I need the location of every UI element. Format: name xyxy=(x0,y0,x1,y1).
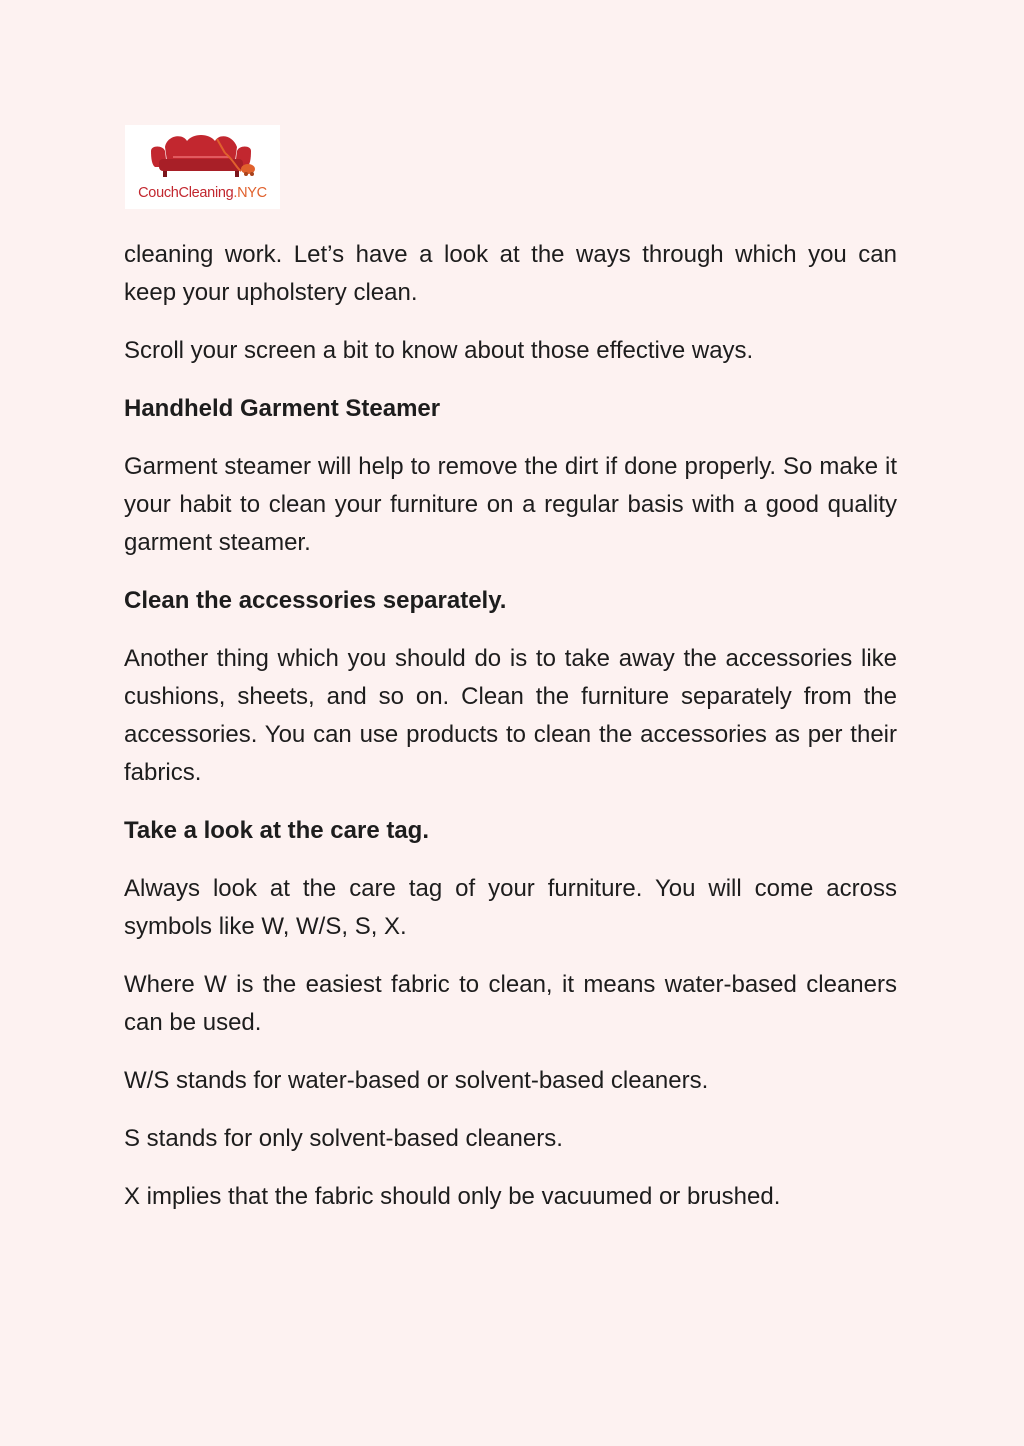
accessories-paragraph: Another thing which you should do is to take away the accessories like cushions, sheets, and so on. Clean the furniture separately from the accessories. You can use products to clean the accessories as per their fabrics. xyxy=(124,645,897,786)
logo-text-domain: .NYC xyxy=(233,185,267,201)
heading-garment-steamer: Handheld Garment Steamer xyxy=(124,395,441,422)
article-body xyxy=(124,236,897,1236)
heading-clean-accessories: Clean the accessories separately. xyxy=(124,587,507,614)
intro-paragraph: cleaning work. Let’s have a look at the ways through which you can keep your upholstery clean. xyxy=(124,241,897,306)
care-tag-paragraph: Always look at the care tag of your furniture. You will come across symbols like W, W/S, S, X. xyxy=(124,875,897,940)
heading-care-tag: Take a look at the care tag. xyxy=(124,817,430,844)
couch-icon xyxy=(125,125,280,187)
s-symbol-paragraph: S stands for only solvent-based cleaners. xyxy=(124,1125,563,1152)
x-symbol-paragraph: X implies that the fabric should only be vacuumed or brushed. xyxy=(124,1183,781,1210)
logo xyxy=(125,125,280,209)
logo-text xyxy=(125,185,280,201)
steamer-paragraph: Garment steamer will help to remove the dirt if done properly. So make it your habit to clean your furniture on a regular basis with a good quality garment steamer. xyxy=(124,453,897,556)
logo-text-brand: CouchCleaning xyxy=(138,185,234,201)
scroll-paragraph: Scroll your screen a bit to know about those effective ways. xyxy=(124,337,754,364)
w-symbol-paragraph: Where W is the easiest fabric to clean, it means water-based cleaners can be used. xyxy=(124,971,897,1036)
ws-symbol-paragraph: W/S stands for water-based or solvent-based cleaners. xyxy=(124,1067,709,1094)
